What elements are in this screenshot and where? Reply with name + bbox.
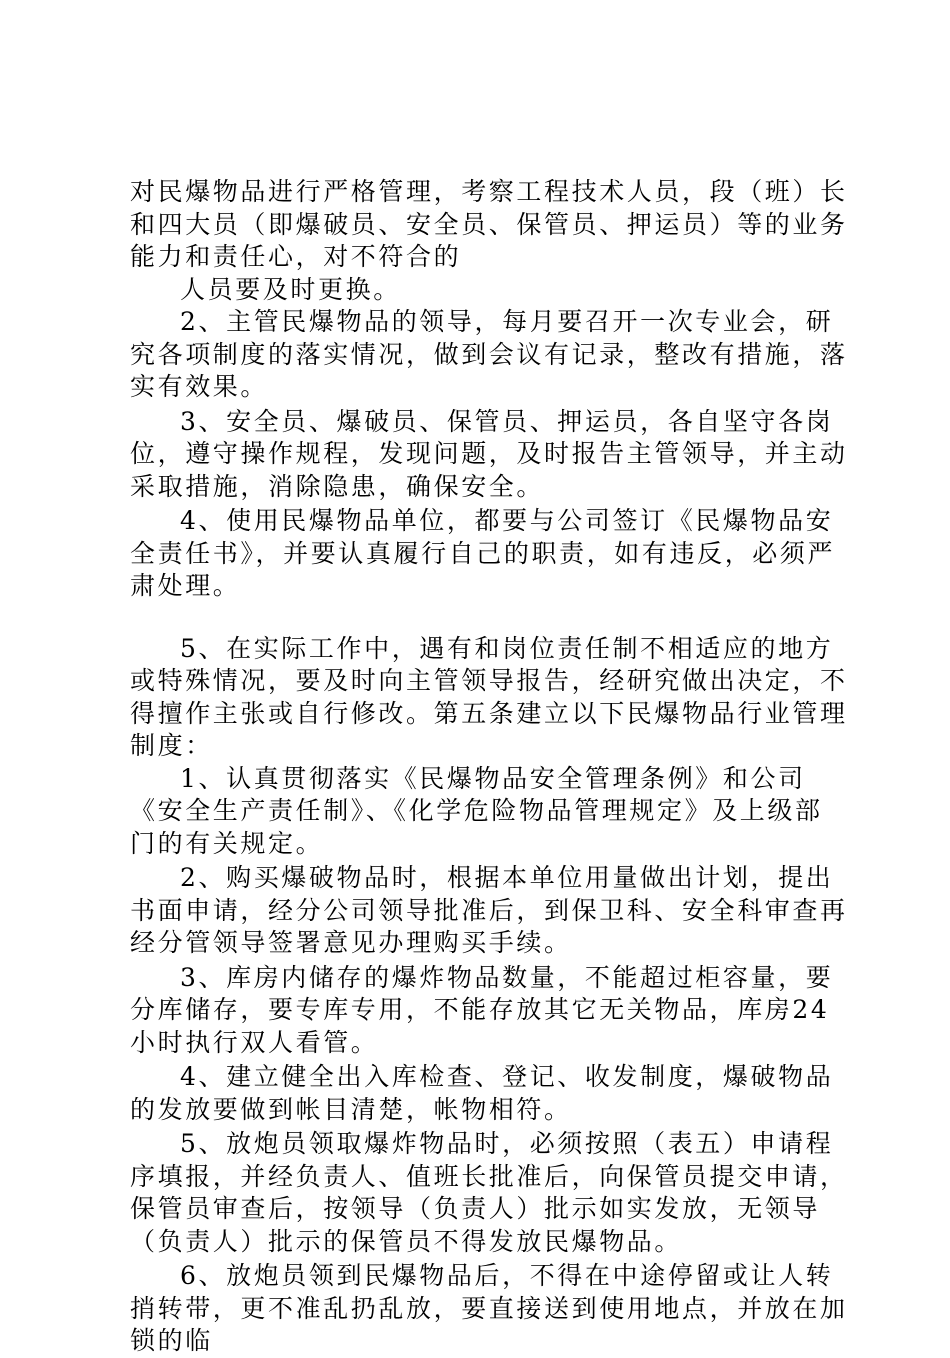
- paragraph-item-5-special-situations: 5、在实际工作中，遇有和岗位责任制不相适应的地方或特殊情况，要及时向主管领导报告，经研究做出决定，不得擅作主张或自行修改。第五条建立以下民爆物品行业管理制度：: [130, 633, 848, 760]
- paragraph-continuation: 对民爆物品进行严格管理，考察工程技术人员，段（班）长和四大员（即爆破员、安全员、保管员、押运员）等的业务能力和责任心，对不符合的: [130, 177, 848, 271]
- paragraph-rule-3-storage: 3、库房内储存的爆炸物品数量，不能超过柜容量，要分库储存，要专库专用，不能存放其它无关物品，库房24小时执行双人看管。: [130, 962, 834, 1057]
- paragraph-item-2-leader-meeting: 2、主管民爆物品的领导，每月要召开一次专业会，研究各项制度的落实情况，做到会议有记录，整改有措施，落实有效果。: [130, 307, 848, 401]
- paragraph-rule-1-regulations: 1、认真贯彻落实《民爆物品安全管理条例》和公司《安全生产责任制》、《化学危险物品管理规定》及上级部门的有关规定。: [130, 763, 823, 858]
- document-body: [130, 176, 850, 1358]
- paragraph-rule-4-inventory: 4、建立健全出入库检查、登记、收发制度，爆破物品的发放要做到帐目清楚，帐物相符。: [130, 1062, 834, 1124]
- paragraph-rule-2-purchase: 2、购买爆破物品时，根据本单位用量做出计划，提出书面申请，经分公司领导批准后，到保卫科、安全科审查再经分管领导签署意见办理购买手续。: [130, 863, 848, 957]
- paragraph-rule-6-transport: 6、放炮员领到民爆物品后，不得在中途停留或让人转捎转带，更不准乱扔乱放，要直接送到使用地点，并放在加锁的临: [130, 1261, 848, 1355]
- paragraph-rule-5-collection: 5、放炮员领取爆炸物品时，必须按照（表五）申请程序填报，并经负责人、值班长批准后，向保管员提交申请，保管员审查后，按领导（负责人）批示如实发放，无领导（负责人）批示的保管员不得发放民爆物品。: [130, 1129, 848, 1256]
- paragraph-item-4-responsibility-letter: 4、使用民爆物品单位，都要与公司签订《民爆物品安全责任书》，并要认真履行自己的职责，如有违反，必须严肃处理。: [130, 506, 836, 600]
- paragraph-continuation-tail: 人员要及时更换。: [180, 274, 401, 304]
- paragraph-item-3-staff-duties: 3、安全员、爆破员、保管员、押运员，各自坚守各岗位，遵守操作规程，发现问题，及时报告主管领导，并主动采取措施，消除隐患，确保安全。: [130, 406, 848, 501]
